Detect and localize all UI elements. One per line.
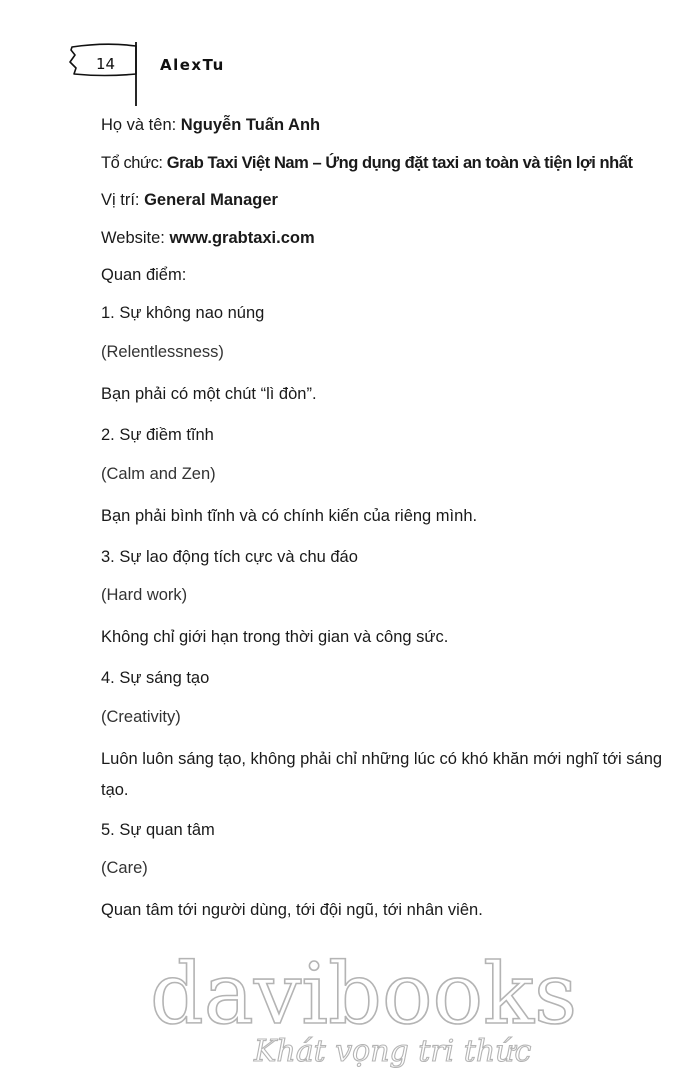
point-description: Quan tâm tới người dùng, tới đội ngũ, tới nhân viên. xyxy=(101,901,483,919)
position-label: Vị trí: xyxy=(101,191,145,209)
organization-value: Grab Taxi Việt Nam – Ứng dụng đặt taxi an toàn và tiện lợi nhất xyxy=(166,154,633,172)
point-english: (Creativity) xyxy=(101,708,181,726)
position-line xyxy=(101,191,278,210)
page-number: 14 xyxy=(96,55,116,73)
viewpoint-heading: Quan điểm: xyxy=(101,266,187,284)
point-title: 1. Sự không nao núng xyxy=(101,304,265,322)
point-description: Bạn phải bình tĩnh và có chính kiến của riêng mình. xyxy=(101,507,478,525)
point-description: Không chỉ giới hạn trong thời gian và công sức. xyxy=(101,628,449,646)
website-label: Website: xyxy=(101,229,170,247)
point-english: (Care) xyxy=(101,859,148,877)
name-label: Họ và tên: xyxy=(101,116,181,134)
point-english: (Calm and Zen) xyxy=(101,465,216,483)
point-title: 4. Sự sáng tạo xyxy=(101,669,210,687)
name-value: Nguyễn Tuấn Anh xyxy=(180,116,321,134)
point-english: (Hard work) xyxy=(101,586,188,604)
position-value: General Manager xyxy=(144,191,278,209)
point-title: 5. Sự quan tâm xyxy=(101,821,215,839)
point-description: Bạn phải có một chút “lì đòn”. xyxy=(101,385,317,403)
watermark-tagline: Khát vọng tri thức xyxy=(254,1034,532,1069)
point-description: Luôn luôn sáng tạo, không phải chỉ những lúc có khó khăn mới nghĩ tới sáng tạo. xyxy=(101,750,663,799)
website-line xyxy=(101,229,315,248)
point-english: (Relentlessness) xyxy=(101,343,224,361)
name-line xyxy=(101,116,320,135)
organization-line xyxy=(101,154,633,173)
organization-label: Tổ chức: xyxy=(101,154,167,172)
point-title: 2. Sự điềm tĩnh xyxy=(101,426,214,444)
website-value: www.grabtaxi.com xyxy=(169,229,315,247)
point-title: 3. Sự lao động tích cực và chu đáo xyxy=(101,548,358,566)
watermark-brand: davibooks xyxy=(150,945,578,1043)
page-number-flag-icon xyxy=(66,40,146,108)
author-name: AlexTu xyxy=(160,56,225,74)
